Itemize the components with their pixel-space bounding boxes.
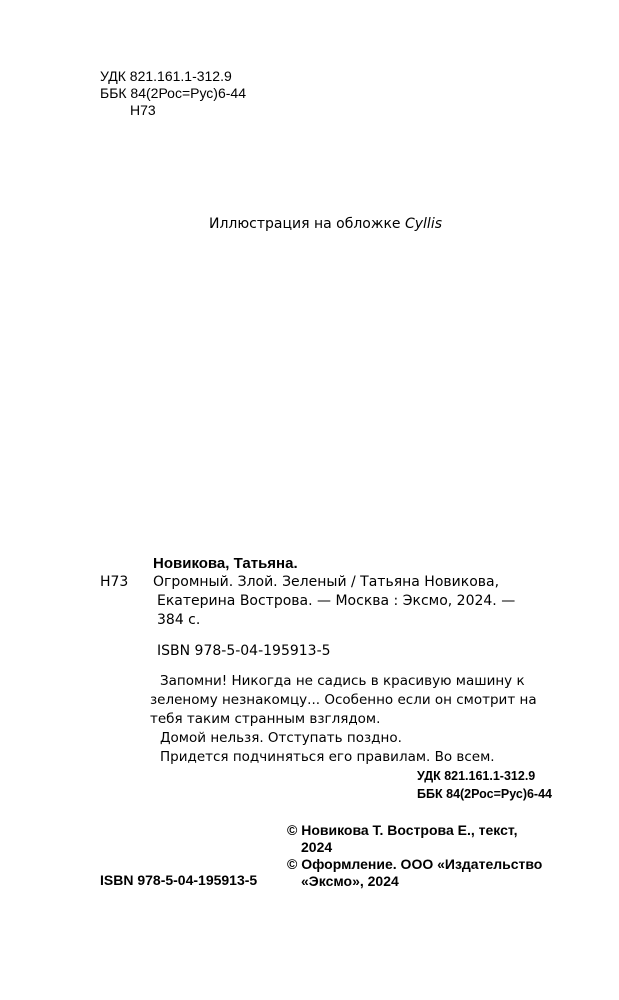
bibliographic-record [100,554,560,801]
annotation-line: Запомни! Никогда не садись в красивую машину к [160,673,525,689]
annotation-line: Домой нельзя. Отступать поздно. [160,730,402,746]
isbn-bottom: ISBN 978-5-04-195913-5 [100,872,258,888]
record-annotation [100,672,560,767]
record-pages-line: 384 с. [157,612,201,628]
bbk-code: ББК 84(2Рос=Рус)6-44 [100,85,246,101]
illustration-artist: Cyllis [404,216,443,232]
record-udk: УДК 821.161.1-312.9 [417,769,536,783]
author-code: Н73 [130,102,156,118]
copyright-block [287,822,542,890]
annotation-line: Придется подчиняться его правилам. Во всем. [160,749,495,765]
record-classification-codes [417,767,552,803]
copyright-design: © Оформление. ООО «Издательство [287,856,543,872]
annotation-line: зеленому незнакомцу... Особенно если он смотрит на [150,692,537,708]
top-classification-codes [100,68,246,119]
record-entry [100,573,560,630]
copyright-year: 2024 [301,839,333,855]
record-isbn: ISBN 978-5-04-195913-5 [157,643,331,659]
record-author: Новикова, Татьяна. [153,555,298,572]
illustration-credit [0,216,619,232]
copyright-design-cont: «Эксмо», 2024 [301,873,399,889]
udk-code: УДК 821.161.1-312.9 [100,68,232,84]
illustration-text: Иллюстрация на обложке [208,216,405,232]
record-title-line: Огромный. Злой. Зеленый / Татьяна Новикова, [153,574,500,590]
record-publisher-line: Екатерина Вострова. — Москва : Эксмо, 2024. — [157,593,516,609]
copyright-text: © Новикова Т. Вострова Е., текст, [287,822,518,838]
annotation-line: тебя таким странным взглядом. [150,711,381,727]
record-code: Н73 [100,574,129,590]
record-bbk: ББК 84(2Рос=Рус)6-44 [417,787,552,801]
